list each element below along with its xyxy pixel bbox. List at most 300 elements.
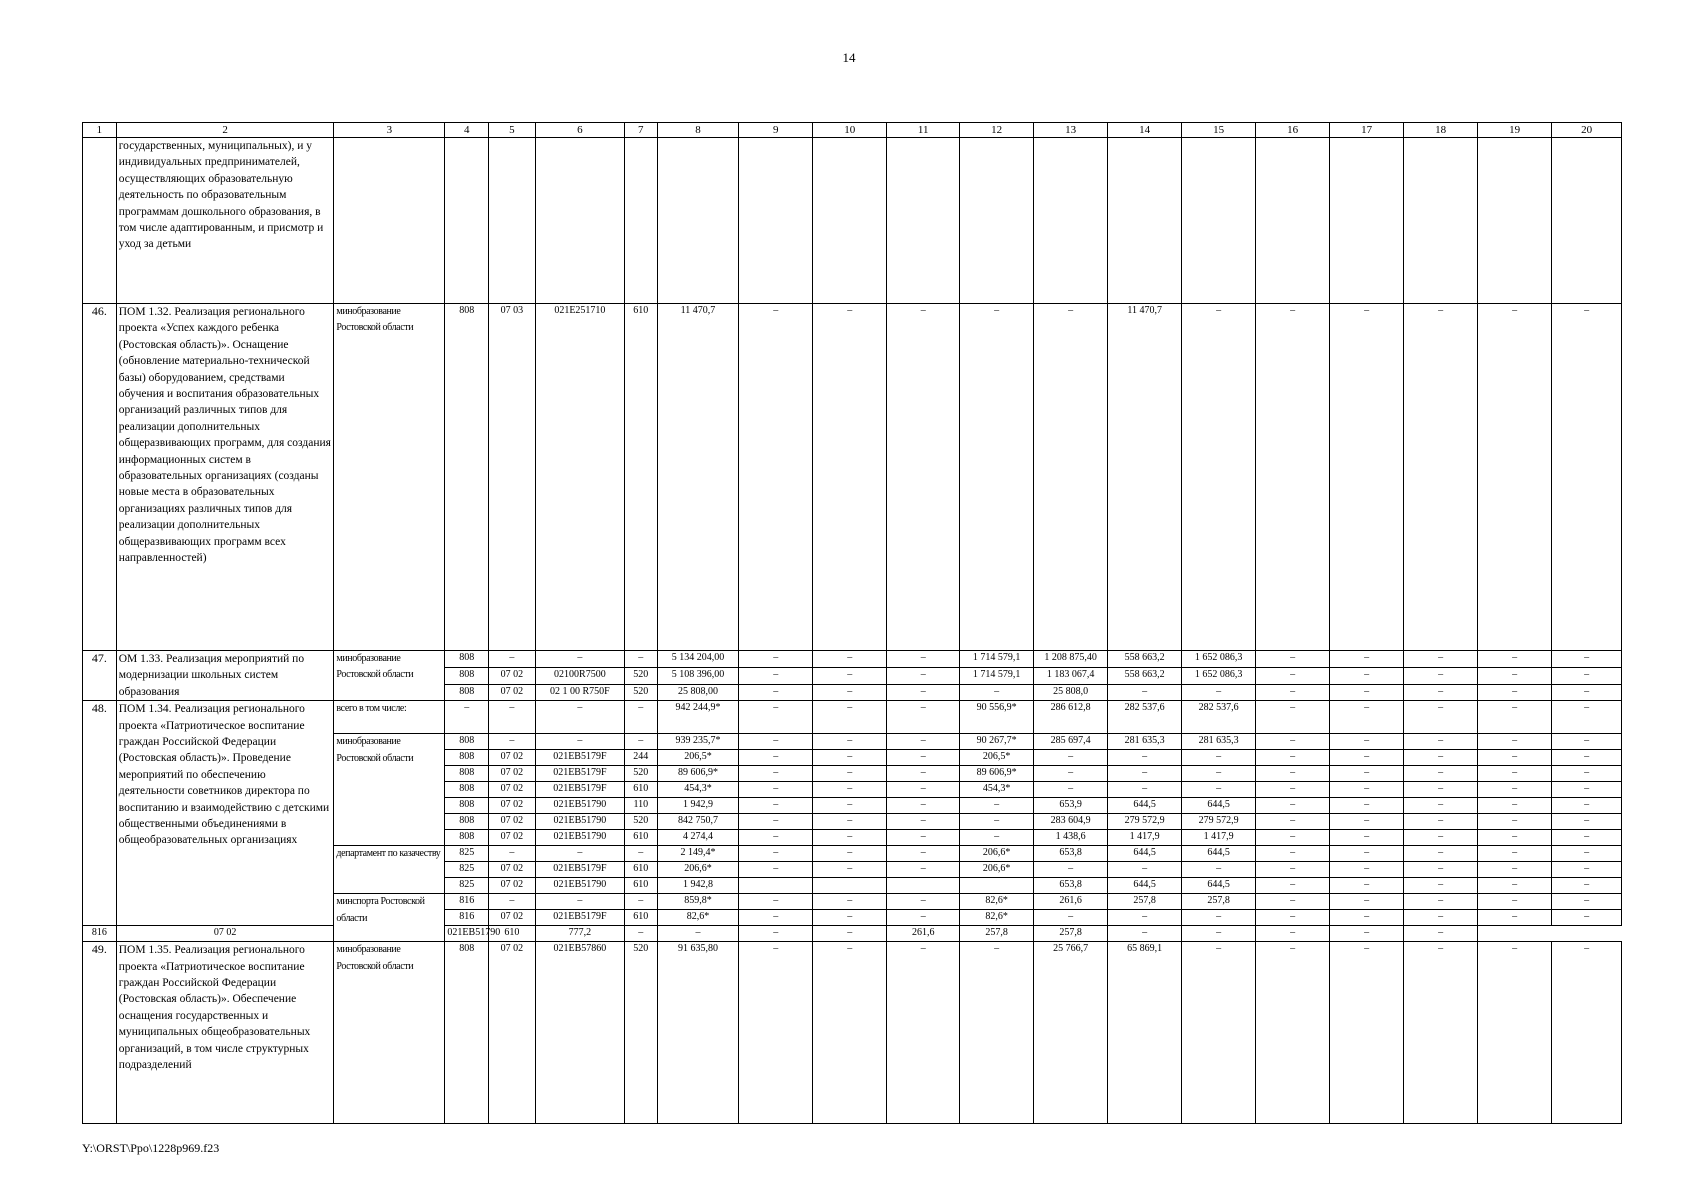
table-cell: 808 (445, 942, 489, 1124)
table-cell (739, 878, 813, 894)
table-cell: – (1330, 750, 1404, 766)
table-cell: – (739, 910, 813, 926)
column-number-header: 5 (488, 123, 535, 138)
table-cell: ПОМ 1.34. Реализация регионального проекта «Патриотическое воспитание граждан Российской Федерации (Ростовская область)». Проведение мероприятий по обеспечению деятельности советников директора по воспитанию и взаимодействию с детскими общественными объединениями в общеобразовательных организациях (116, 701, 334, 926)
table-cell: 257,8 (1108, 894, 1182, 910)
table-cell: 021EB51790 (535, 798, 624, 814)
table-cell: 610 (624, 862, 657, 878)
table-cell: – (1256, 750, 1330, 766)
table-cell: 610 (624, 304, 657, 651)
table-cell: 610 (624, 910, 657, 926)
table-cell: – (1552, 668, 1622, 684)
table-cell: – (624, 701, 657, 734)
table-cell: 110 (624, 798, 657, 814)
table-cell: – (1404, 651, 1478, 668)
table-cell: 808 (445, 782, 489, 798)
table-cell: 02100R7500 (535, 668, 624, 684)
table-cell: 282 537,6 (1108, 701, 1182, 734)
table-cell: ПОМ 1.32. Реализация регионального проекта «Успех каждого ребенка (Ростовская область)». Оснащение (обновление материально-технической базы) оборудованием, средствами обучения и воспитания образовательных организаций различных типов для реализации дополнительных общеразвивающих программ, для создания информационных систем в образовательных организациях (созданы новые места в образовательных организациях различных типов для реализации дополнительных общеразвивающих программ всех направленностей) (116, 304, 334, 651)
table-cell: – (1552, 862, 1622, 878)
table-cell: – (1404, 926, 1478, 942)
table-cell: – (1330, 651, 1404, 668)
table-cell: – (1552, 830, 1622, 846)
table-cell: – (887, 304, 960, 651)
table-cell: – (1034, 304, 1108, 651)
table-cell: 942 244,9* (657, 701, 739, 734)
table-cell: – (887, 814, 960, 830)
table-cell: 808 (445, 734, 489, 750)
table-cell: 07 02 (488, 766, 535, 782)
table-cell: 653,9 (1034, 798, 1108, 814)
table-cell: – (813, 894, 887, 910)
table-cell (887, 138, 960, 304)
table-cell: – (887, 651, 960, 668)
table-cell: 261,6 (887, 926, 960, 942)
table-cell: – (1478, 782, 1552, 798)
table-cell: – (1182, 750, 1256, 766)
table-cell: 644,5 (1108, 798, 1182, 814)
table-cell: – (739, 798, 813, 814)
table-cell: – (887, 684, 960, 700)
table-cell: 653,8 (1034, 846, 1108, 862)
table-cell: 206,6* (657, 862, 739, 878)
table-cell: – (887, 942, 960, 1124)
table-cell: 11 470,7 (657, 304, 739, 651)
table-cell: – (1330, 701, 1404, 734)
column-number-header: 8 (657, 123, 739, 138)
column-number-header: 12 (960, 123, 1034, 138)
table-cell: 021EB5179F (535, 766, 624, 782)
table-cell: 46. (83, 304, 117, 651)
table-cell (960, 878, 1034, 894)
table-cell: – (887, 798, 960, 814)
table-cell: 816 (445, 894, 489, 910)
table-cell: – (1034, 750, 1108, 766)
table-cell: – (813, 701, 887, 734)
table-cell: – (887, 894, 960, 910)
table-cell: 47. (83, 651, 117, 701)
column-number-header: 1 (83, 123, 117, 138)
table-cell: 520 (624, 668, 657, 684)
table-cell: – (1404, 782, 1478, 798)
table-cell: 021EB51790 (535, 830, 624, 846)
table-cell: 644,5 (1108, 878, 1182, 894)
table-cell: – (1330, 734, 1404, 750)
table-cell: 021E251710 (535, 304, 624, 651)
page-number: 14 (842, 50, 856, 65)
table-cell: – (1552, 894, 1622, 910)
table-cell: – (1256, 668, 1330, 684)
column-number-header: 16 (1256, 123, 1330, 138)
table-cell: 021EB57860 (535, 942, 624, 1124)
column-number-header: 15 (1182, 123, 1256, 138)
table-cell: 07 02 (488, 668, 535, 684)
table-cell: ПОМ 1.35. Реализация регионального проекта «Патриотическое воспитание граждан Российской Федерации (Ростовская область)». Обеспечение оснащения государственных и муниципальных общеобразовательных организаций, в том числе структурных подразделений (116, 942, 334, 1124)
column-number-header: 11 (887, 123, 960, 138)
table-cell: 25 808,00 (657, 684, 739, 700)
table-cell: 2 149,4* (657, 846, 739, 862)
table-cell: – (1404, 814, 1478, 830)
table-cell: – (1552, 910, 1622, 926)
table-row (83, 942, 1622, 1124)
table-cell: – (1330, 830, 1404, 846)
table-cell: – (1330, 878, 1404, 894)
table-cell: 82,6* (960, 894, 1034, 910)
table-cell: 07 02 (488, 878, 535, 894)
table-cell: – (488, 846, 535, 862)
table-cell: государственных, муниципальных), и у индивидуальных предпринимателей, осуществляющих образовательную деятельность по образовательным программам дошкольного образования, в том числе адаптированным, и присмотр и уход за детьми (116, 138, 334, 304)
table-cell: – (1330, 862, 1404, 878)
table-cell: – (1256, 942, 1330, 1124)
table-cell: – (1330, 942, 1404, 1124)
table-cell: – (624, 734, 657, 750)
table-cell: 644,5 (1182, 846, 1256, 862)
table-cell: – (813, 926, 887, 942)
table-row (83, 304, 1622, 651)
table-cell: – (739, 830, 813, 846)
table-cell: 244 (624, 750, 657, 766)
table-cell: – (1108, 766, 1182, 782)
table-cell: – (1256, 304, 1330, 651)
table-cell: 1 652 086,3 (1182, 651, 1256, 668)
table-cell: 021EB51790 (535, 878, 624, 894)
table-cell: – (488, 894, 535, 910)
table-cell (813, 138, 887, 304)
table-cell (813, 878, 887, 894)
table-cell: 286 612,8 (1034, 701, 1108, 734)
table-cell: – (813, 766, 887, 782)
table-cell: 279 572,9 (1182, 814, 1256, 830)
table-cell: – (960, 830, 1034, 846)
table-cell: – (1108, 750, 1182, 766)
table-cell: – (1108, 782, 1182, 798)
table-cell: – (1478, 830, 1552, 846)
table-cell: – (1108, 862, 1182, 878)
table-cell: – (1256, 926, 1330, 942)
table-cell: 07 02 (488, 830, 535, 846)
table-cell (1108, 138, 1182, 304)
table-cell: 1 183 067,4 (1034, 668, 1108, 684)
table-cell: – (624, 846, 657, 862)
table-cell: – (1034, 766, 1108, 782)
table-cell: – (1256, 782, 1330, 798)
table-cell: – (1552, 766, 1622, 782)
table-cell (960, 138, 1034, 304)
table-cell: – (1256, 830, 1330, 846)
table-cell: 021EB51790 (445, 926, 489, 942)
table-cell: – (1404, 304, 1478, 651)
table-cell: 644,5 (1182, 878, 1256, 894)
table-cell: 1 714 579,1 (960, 668, 1034, 684)
table-cell: 021EB51790 (535, 814, 624, 830)
table-cell: – (1330, 668, 1404, 684)
table-cell: – (813, 830, 887, 846)
table-cell: – (1478, 862, 1552, 878)
table-cell: – (739, 684, 813, 700)
table-cell: – (739, 942, 813, 1124)
table-cell: – (1478, 684, 1552, 700)
table-cell: 558 663,2 (1108, 668, 1182, 684)
table-cell: 842 750,7 (657, 814, 739, 830)
table-cell: 07 02 (488, 862, 535, 878)
table-cell: – (1478, 651, 1552, 668)
table-row (83, 651, 1622, 668)
table-cell (739, 138, 813, 304)
table-cell: 520 (624, 766, 657, 782)
table-cell: 808 (445, 830, 489, 846)
table-cell: 261,6 (1034, 894, 1108, 910)
table-cell: 1 652 086,3 (1182, 668, 1256, 684)
table-cell: – (1404, 878, 1478, 894)
table-cell: 808 (445, 766, 489, 782)
table-cell: 25 808,0 (1034, 684, 1108, 700)
table-cell: – (1478, 798, 1552, 814)
column-number-header: 13 (1034, 123, 1108, 138)
table-cell: – (960, 814, 1034, 830)
table-cell: – (813, 846, 887, 862)
table-cell: 644,5 (1182, 798, 1256, 814)
table-cell: 653,8 (1034, 878, 1108, 894)
table-cell: 808 (445, 651, 489, 668)
table-cell (1478, 138, 1552, 304)
table-cell: – (739, 846, 813, 862)
budget-table (82, 122, 1622, 1124)
table-cell: 90 556,9* (960, 701, 1034, 734)
table-cell: 1 714 579,1 (960, 651, 1034, 668)
table-cell: 021EB5179F (535, 750, 624, 766)
table-cell: – (1256, 878, 1330, 894)
table-cell: – (1404, 668, 1478, 684)
table-cell: – (624, 926, 657, 942)
table-cell: – (1552, 750, 1622, 766)
table-cell: – (535, 734, 624, 750)
table-cell: 520 (624, 942, 657, 1124)
table-cell: – (1552, 846, 1622, 862)
table-cell: 610 (488, 926, 535, 942)
table-cell: – (960, 798, 1034, 814)
table-cell: – (1256, 894, 1330, 910)
table-cell: 89 606,9* (960, 766, 1034, 782)
table-cell: – (624, 894, 657, 910)
column-number-header: 7 (624, 123, 657, 138)
column-number-header: 19 (1478, 123, 1552, 138)
table-cell: 1 438,6 (1034, 830, 1108, 846)
table-cell: – (739, 651, 813, 668)
table-cell: – (1404, 942, 1478, 1124)
table-cell: – (1552, 701, 1622, 734)
table-cell: – (813, 862, 887, 878)
column-number-header: 6 (535, 123, 624, 138)
column-number-header: 9 (739, 123, 813, 138)
table-cell: – (739, 926, 813, 942)
table-cell: – (1478, 304, 1552, 651)
table-cell: – (535, 651, 624, 668)
table-cell: – (1182, 862, 1256, 878)
table-cell: 279 572,9 (1108, 814, 1182, 830)
table-cell: 07 02 (488, 684, 535, 700)
table-cell: – (739, 782, 813, 798)
table-cell: – (624, 651, 657, 668)
column-number-header: 14 (1108, 123, 1182, 138)
table-cell: – (1478, 668, 1552, 684)
table-cell: – (1552, 304, 1622, 651)
table-cell: ОМ 1.33. Реализация мероприятий по модернизации школьных систем образования (116, 651, 334, 701)
table-row (83, 701, 1622, 734)
table-cell: – (1034, 782, 1108, 798)
table-cell: – (1552, 651, 1622, 668)
file-path-footer: Y:\ORST\Ppo\1228p969.f23 (82, 1141, 220, 1155)
table-cell: 558 663,2 (1108, 651, 1182, 668)
table-cell: минспорта Ростовской области (334, 894, 445, 942)
table-cell: – (1404, 830, 1478, 846)
table-cell: – (1182, 926, 1256, 942)
table-cell: – (1478, 750, 1552, 766)
table-cell (1182, 138, 1256, 304)
table-cell: – (488, 734, 535, 750)
table-cell (624, 138, 657, 304)
table-cell: 808 (445, 814, 489, 830)
table-cell: – (1182, 910, 1256, 926)
table-cell: 07 02 (116, 926, 334, 942)
table-cell: – (535, 846, 624, 862)
table-cell: 808 (445, 668, 489, 684)
table-cell: – (1256, 701, 1330, 734)
table-cell: – (813, 814, 887, 830)
table-cell: 206,5* (960, 750, 1034, 766)
table-cell: – (1330, 782, 1404, 798)
table-cell: – (1552, 878, 1622, 894)
table-cell: – (813, 942, 887, 1124)
table-cell: – (1256, 798, 1330, 814)
table-cell: – (813, 910, 887, 926)
table-cell: 808 (445, 304, 489, 651)
table-cell: – (1478, 894, 1552, 910)
table-cell: – (739, 814, 813, 830)
table-cell: 859,8* (657, 894, 739, 910)
table-cell (445, 138, 489, 304)
table-cell: 816 (445, 910, 489, 926)
table-cell: – (1330, 304, 1404, 651)
column-number-header: 2 (116, 123, 334, 138)
table-cell: – (1478, 766, 1552, 782)
table-cell: – (1478, 878, 1552, 894)
table-cell: 281 635,3 (1108, 734, 1182, 750)
table-cell: – (1256, 766, 1330, 782)
table-cell: 1 942,9 (657, 798, 739, 814)
table-cell: 610 (624, 782, 657, 798)
table-cell: – (960, 942, 1034, 1124)
table-cell: 4 274,4 (657, 830, 739, 846)
table-cell: – (960, 684, 1034, 700)
table-cell: минобразование Ростовской области (334, 942, 445, 1124)
table-cell: 021EB5179F (535, 782, 624, 798)
table-cell: 021EB5179F (535, 910, 624, 926)
table-cell: – (739, 668, 813, 684)
table-cell: 206,5* (657, 750, 739, 766)
table-cell: – (887, 668, 960, 684)
table-cell: – (813, 668, 887, 684)
table-cell: 82,6* (657, 910, 739, 926)
table-cell: 520 (624, 814, 657, 830)
table-cell: 282 537,6 (1182, 701, 1256, 734)
table-cell: 07 02 (488, 798, 535, 814)
table-cell (1330, 138, 1404, 304)
table-cell: – (739, 304, 813, 651)
table-cell: – (1256, 910, 1330, 926)
table-cell: – (1034, 910, 1108, 926)
table-cell: – (1256, 846, 1330, 862)
column-number-header: 20 (1552, 123, 1622, 138)
table-cell: 1 417,9 (1108, 830, 1182, 846)
table-cell: – (1404, 846, 1478, 862)
table-cell: – (488, 701, 535, 734)
table-cell: – (1256, 862, 1330, 878)
table-cell: – (1108, 684, 1182, 700)
table-cell: 48. (83, 701, 117, 926)
column-number-header: 3 (334, 123, 445, 138)
table-row (83, 926, 1622, 942)
table-cell: – (1552, 734, 1622, 750)
table-cell: 610 (624, 830, 657, 846)
table-cell: – (1330, 766, 1404, 782)
table-row (83, 138, 1622, 304)
table-cell: 257,8 (1182, 894, 1256, 910)
table-cell: 206,6* (960, 862, 1034, 878)
table-cell: – (887, 701, 960, 734)
table-cell: 07 02 (488, 910, 535, 926)
table-cell: – (887, 910, 960, 926)
table-cell: – (1478, 734, 1552, 750)
table-cell: 1 417,9 (1182, 830, 1256, 846)
table-cell: – (739, 894, 813, 910)
table-cell: – (739, 750, 813, 766)
table-cell: – (887, 846, 960, 862)
table-cell: – (1330, 910, 1404, 926)
column-number-header: 18 (1404, 123, 1478, 138)
table-cell: – (488, 651, 535, 668)
table-cell: 07 02 (488, 782, 535, 798)
table-cell: 454,3* (960, 782, 1034, 798)
table-cell: 5 108 396,00 (657, 668, 739, 684)
table-cell: – (1256, 651, 1330, 668)
column-number-header: 10 (813, 123, 887, 138)
table-cell: – (887, 766, 960, 782)
table-cell: – (1330, 684, 1404, 700)
table-cell: – (1552, 798, 1622, 814)
table-cell: – (739, 701, 813, 734)
table-cell: 257,8 (1034, 926, 1108, 942)
table-cell: 939 235,7* (657, 734, 739, 750)
table-cell: 285 697,4 (1034, 734, 1108, 750)
table-cell: 644,5 (1108, 846, 1182, 862)
table-cell: – (813, 734, 887, 750)
table-cell: – (1404, 734, 1478, 750)
table-cell: 021EB5179F (535, 862, 624, 878)
table-cell: – (1330, 814, 1404, 830)
table-cell: – (1330, 926, 1404, 942)
table-cell: 02 1 00 R750F (535, 684, 624, 700)
table-cell: – (1478, 910, 1552, 926)
table-cell: – (1108, 910, 1182, 926)
column-number-header: 17 (1330, 123, 1404, 138)
table-cell: – (1182, 942, 1256, 1124)
table-cell: 07 02 (488, 942, 535, 1124)
table-cell (1552, 138, 1622, 304)
table-cell: – (1404, 910, 1478, 926)
table-cell (488, 138, 535, 304)
table-cell: 65 869,1 (1108, 942, 1182, 1124)
table-cell: – (887, 830, 960, 846)
